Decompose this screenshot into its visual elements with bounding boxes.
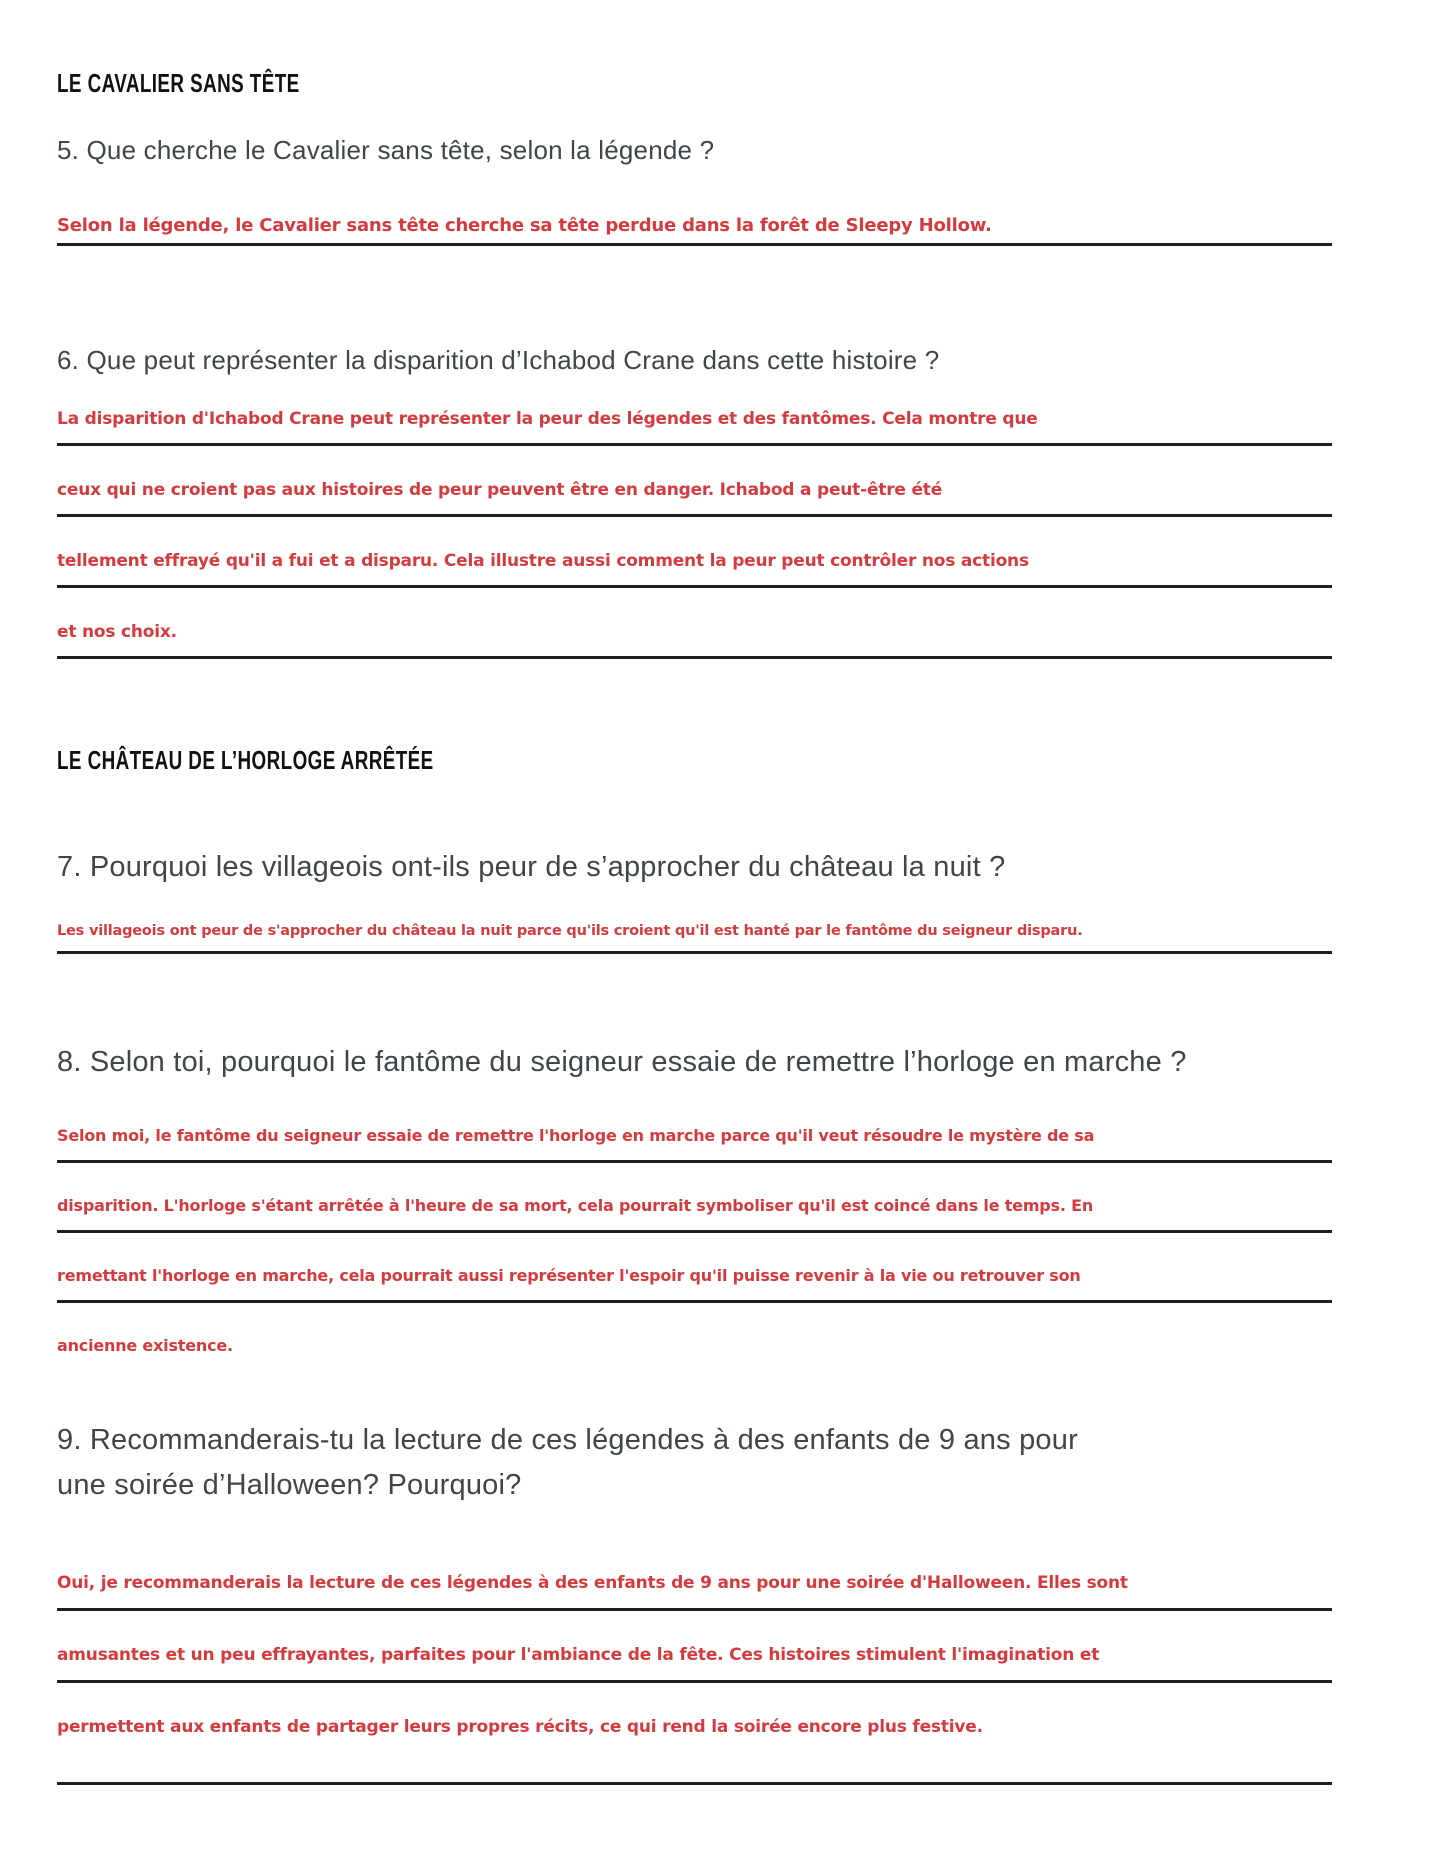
question-6: 6. Que peut représenter la disparition d’Ichabod Crane dans cette histoire ?: [57, 345, 940, 375]
answer-8-line-4: ancienne existence.: [57, 1336, 233, 1355]
answer-8: [57, 1125, 1332, 1356]
answer-8-line-1: Selon moi, le fantôme du seigneur essaie de remettre l'horloge en marche parce qu'il veut résoudre le mystère de sa: [57, 1125, 1332, 1163]
question-7: 7. Pourquoi les villageois ont-ils peur de s’approcher du château la nuit ?: [57, 851, 1006, 883]
answer-6-line-2: ceux qui ne croient pas aux histoires de peur peuvent être en danger. Ichabod a peut-être été: [57, 479, 1332, 517]
section-header-chateau-text: LE CHÂTEAU DE L’HORLOGE ARRÊTÉE: [57, 745, 434, 775]
answer-9-line-1: Oui, je recommanderais la lecture de ces légendes à des enfants de 9 ans pour une soirée d'Halloween. Elles sont: [57, 1572, 1332, 1611]
answer-6-line-3: tellement effrayé qu'il a fui et a disparu. Cela illustre aussi comment la peur peut contrôler nos actions: [57, 550, 1332, 588]
answer-9-line-2: amusantes et un peu effrayantes, parfaites pour l'ambiance de la fête. Ces histoires stimulent l'imagination et: [57, 1644, 1332, 1683]
section-header-cavalier-text: LE CAVALIER SANS TÊTE: [57, 68, 300, 98]
answer-6: [57, 408, 1332, 659]
answer-5-line-1: Selon la légende, le Cavalier sans tête cherche sa tête perdue dans la forêt de Sleepy Hollow.: [57, 214, 1332, 246]
answer-6-line-4: et nos choix.: [57, 621, 1332, 659]
answer-9: [57, 1572, 1332, 1785]
answer-6-line-1: La disparition d'Ichabod Crane peut représenter la peur des légendes et des fantômes. Cela montre que: [57, 408, 1332, 446]
answer-8-line-3: remettant l'horloge en marche, cela pourrait aussi représenter l'espoir qu'il puisse revenir à la vie ou retrouver son: [57, 1265, 1332, 1303]
question-5: 5. Que cherche le Cavalier sans tête, selon la légende ?: [57, 135, 715, 165]
answer-5: [57, 214, 1332, 246]
question-9: 9. Recommanderais-tu la lecture de ces légendes à des enfants de 9 ans pour une soirée d’Halloween? Pourquoi?: [57, 1424, 1078, 1501]
answer-7: [57, 922, 1332, 954]
section-header-cavalier: [57, 70, 1332, 96]
question-8: 8. Selon toi, pourquoi le fantôme du seigneur essaie de remettre l’horloge en marche ?: [57, 1046, 1187, 1078]
section-header-chateau: [57, 747, 1332, 773]
answer-7-line-1: Les villageois ont peur de s'approcher du château la nuit parce qu'ils croient qu'il est hanté par le fantôme du seigneur disparu.: [57, 922, 1332, 954]
answer-9-line-3: permettent aux enfants de partager leurs propres récits, ce qui rend la soirée encore plus festive.: [57, 1716, 1332, 1785]
answer-8-line-2: disparition. L'horloge s'étant arrêtée à l'heure de sa mort, cela pourrait symboliser qu'il est coincé dans le temps. En: [57, 1195, 1332, 1233]
